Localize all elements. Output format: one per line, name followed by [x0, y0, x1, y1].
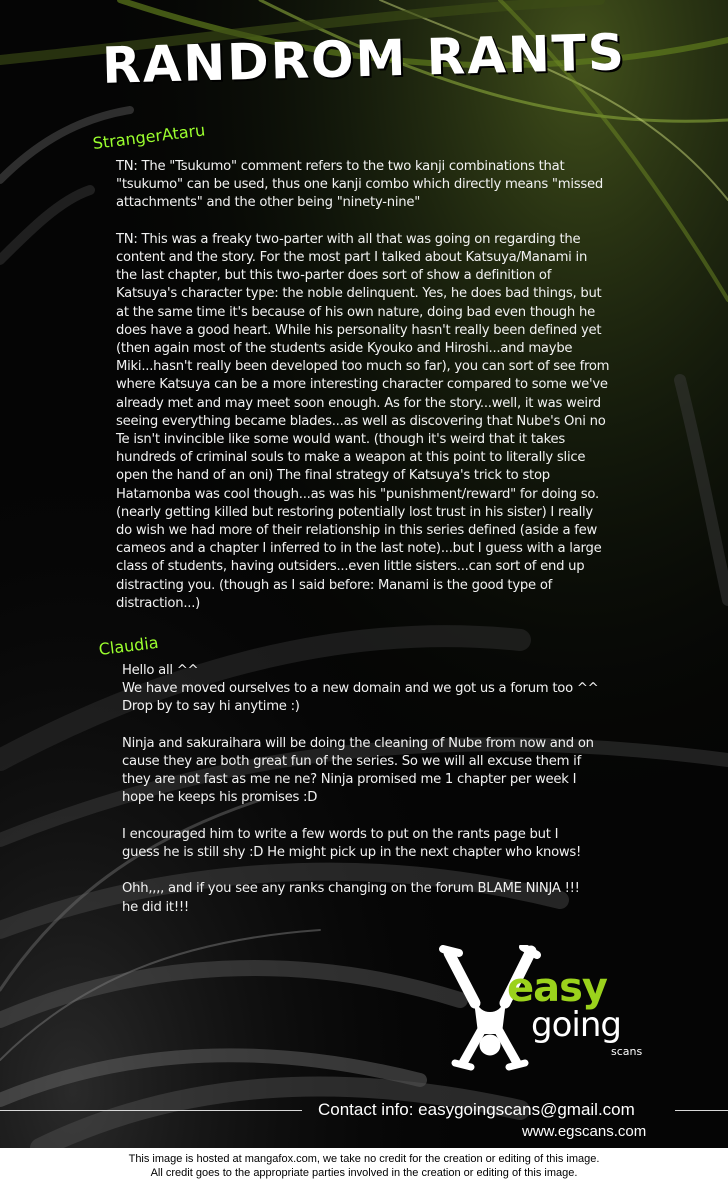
- rant-paragraph: Hello all ^^ We have moved ourselves to a new domain and we got us a forum too ^^ Drop by to say hi anytime :): [122, 663, 599, 715]
- rant-paragraph: Ninja and sakuraihara will be doing the cleaning of Nube from now and on cause they are both great fun of the series. So we will all excuse them if they are not fast as me ne ne? Ninja promised me 1 chapter per week I hope he keeps his promises :D: [122, 735, 594, 806]
- hosting-disclaimer: [0, 1152, 728, 1180]
- disclaimer-line: This image is hosted at mangafox.com, we take no credit for the creation or editing of this image.: [128, 1153, 600, 1165]
- logo-word-easy: easy: [507, 965, 608, 1011]
- rant-author-claudia: Claudia: [97, 632, 160, 659]
- rant-paragraph: TN: The "Tsukumo" comment refers to the two kanji combinations that "tsukumo" can be used, thus one kanji combo which directly means "missed attachments" and the other being "ninety-nine": [116, 159, 603, 211]
- rant-paragraph: I encouraged him to write a few words to put on the rants page but I guess he is still shy :D He might pick up in the next chapter who knows!: [122, 826, 582, 860]
- rant-body-claudia: [122, 662, 682, 935]
- easy-going-scans-logo: [435, 945, 665, 1075]
- rant-body-strangerataru: [116, 158, 676, 631]
- contact-info: Contact info: easygoingscans@gmail.com: [318, 1100, 635, 1119]
- rant-author-strangerataru: StrangerAtaru: [91, 120, 207, 153]
- rant-paragraph: Ohh,,,, and if you see any ranks changing on the forum BLAME NINJA !!! he did it!!!: [122, 881, 580, 915]
- contact-divider-left: [0, 1110, 302, 1111]
- rant-paragraph: TN: This was a freaky two-parter with all that was going on regarding the content and the story. For the most part I talked about Katsuya/Manami in the last chapter, but this two-parter does sort of show a definition of Katsuya's character type: the noble delinquent. Yes, he does bad things, but at the same time it's because of his own nature, doing bad even though he does have a good heart. While his personality hasn't really been defined yet (then again most of the students aside Kyouko and Hiroshi...and maybe Miki...hasn't really been developed too much so far), you can sort of see from where Katsuya can be a more interesting character compared to some we've already met and may meet soon enough. As for the story...well, it was weird seeing everything became blades...as well as discovering that Nube's Oni no Te isn't invincible like some would want. (though it's weird that it takes hundreds of criminal souls to make a weapon at this point to literally slice open the hand of an oni) The final strategy of Katsuya's trick to stop Hatamonba was cool though...as was his "punishment/reward" for doing so. (nearly getting killed but restoring potentially lost trust in his sister) I really do wish we had more of their relationship in this series defined (aside a few cameos and a chapter I inferred to in the last note)...but I guess with a large class of students, having outsiders...even little sisters...can sort of end up distracting you. (though as I said before: Manami is the good type of distraction...): [116, 231, 610, 611]
- disclaimer-line: All credit goes to the appropriate parties involved in the creation or editing of this image.: [150, 1167, 578, 1179]
- page-title: RANDROM RANTS: [101, 23, 627, 95]
- contact-divider-right: [675, 1110, 728, 1111]
- logo-word-going: going: [531, 1005, 621, 1045]
- logo-word-scans: scans: [611, 1045, 643, 1058]
- website-link[interactable]: www.egscans.com: [522, 1123, 647, 1140]
